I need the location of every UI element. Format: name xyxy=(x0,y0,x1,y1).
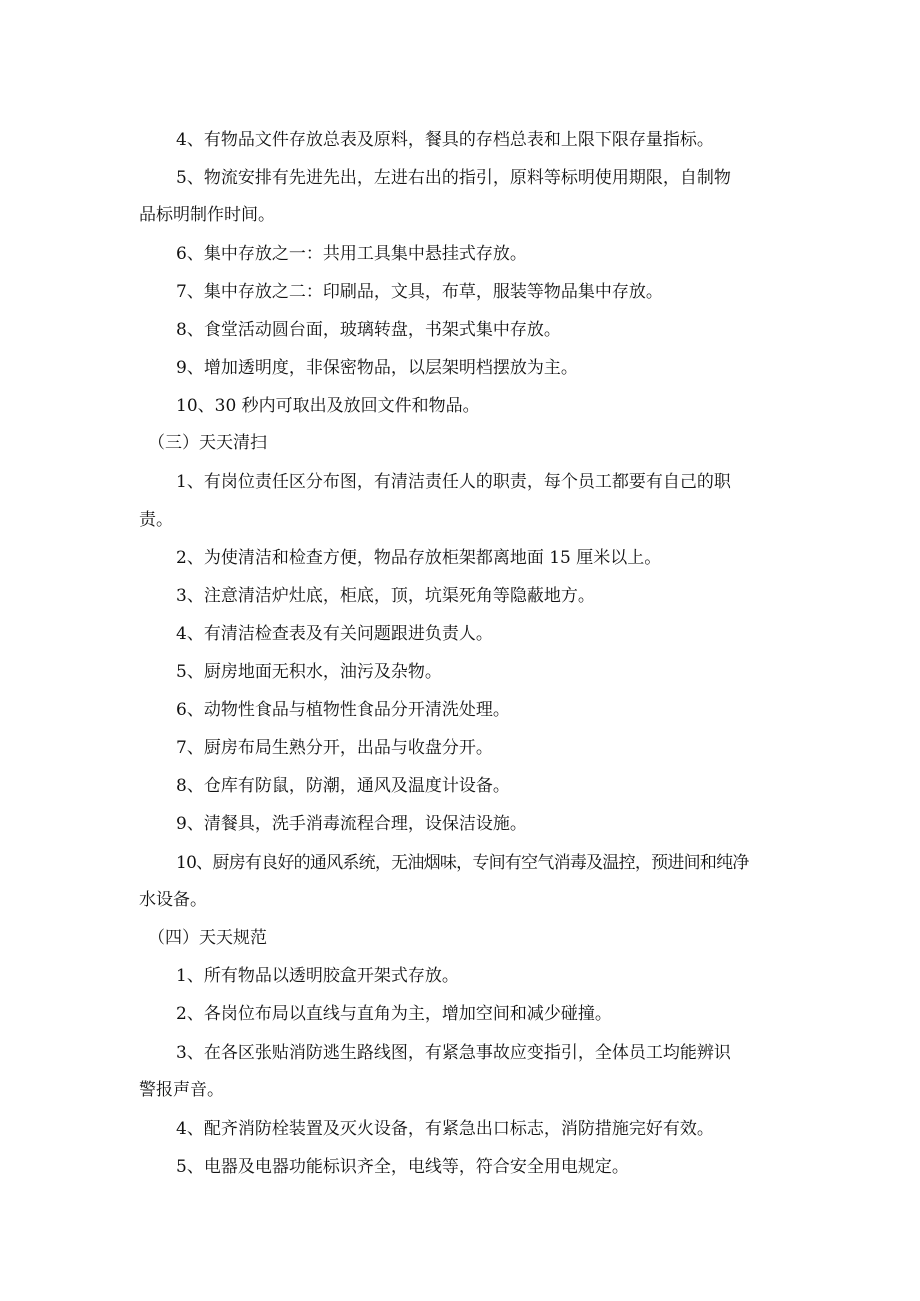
store-item-5-line2: 品标明制作时间。 xyxy=(139,205,275,225)
section-heading-norm: （四）天天规范 xyxy=(148,928,267,948)
clean-item-9: 9、清餐具，洗手消毒流程合理，设保洁设施。 xyxy=(176,814,527,834)
store-item-10: 10、30 秒内可取出及放回文件和物品。 xyxy=(176,396,480,416)
clean-item-5: 5、厨房地面无积水，油污及杂物。 xyxy=(176,662,442,682)
clean-item-2: 2、为使清洁和检查方便，物品存放柜架都离地面 15 厘米以上。 xyxy=(176,548,662,568)
store-item-7: 7、集中存放之二：印刷品，文具，布草，服装等物品集中存放。 xyxy=(176,282,663,302)
clean-item-4: 4、有清洁检查表及有关问题跟进负责人。 xyxy=(176,624,493,644)
store-item-6: 6、集中存放之一：共用工具集中悬挂式存放。 xyxy=(176,244,527,264)
clean-item-8: 8、仓库有防鼠，防潮，通风及温度计设备。 xyxy=(176,776,510,796)
norm-item-4: 4、配齐消防栓装置及灭火设备，有紧急出口标志，消防措施完好有效。 xyxy=(176,1119,714,1139)
clean-item-6: 6、动物性食品与植物性食品分开清洗处理。 xyxy=(176,700,510,720)
norm-item-3-line1: 3、在各区张贴消防逃生路线图，有紧急事故应变指引，全体员工均能辨识 xyxy=(176,1043,731,1063)
clean-item-1-line1: 1、有岗位责任区分布图，有清洁责任人的职责，每个员工都要有自己的职 xyxy=(176,472,731,492)
norm-item-3-line2: 警报声音。 xyxy=(139,1080,224,1100)
clean-item-1-line2: 责。 xyxy=(139,510,173,530)
norm-item-2: 2、各岗位布局以直线与直角为主，增加空间和减少碰撞。 xyxy=(176,1004,612,1024)
clean-item-10-line2: 水设备。 xyxy=(139,890,207,910)
store-item-8: 8、食堂活动圆台面，玻璃转盘，书架式集中存放。 xyxy=(176,320,561,340)
store-item-5-line1: 5、物流安排有先进先出，左进右出的指引，原料等标明使用期限，自制物 xyxy=(176,168,731,188)
store-item-4: 4、有物品文件存放总表及原料，餐具的存档总表和上限下限存量指标。 xyxy=(176,130,714,150)
norm-item-5: 5、电器及电器功能标识齐全，电线等，符合安全用电规定。 xyxy=(176,1157,629,1177)
clean-item-3: 3、注意清洁炉灶底，柜底，顶，坑渠死角等隐蔽地方。 xyxy=(176,586,595,606)
norm-item-1: 1、所有物品以透明胶盒开架式存放。 xyxy=(176,966,459,986)
store-item-9: 9、增加透明度，非保密物品，以层架明档摆放为主。 xyxy=(176,358,578,378)
clean-item-10-line1: 10、厨房有良好的通风系统，无油烟味，专间有空气消毒及温控，预进间和纯净 xyxy=(176,853,749,873)
section-heading-clean: （三）天天清扫 xyxy=(148,433,267,453)
clean-item-7: 7、厨房布局生熟分开，出品与收盘分开。 xyxy=(176,738,493,758)
